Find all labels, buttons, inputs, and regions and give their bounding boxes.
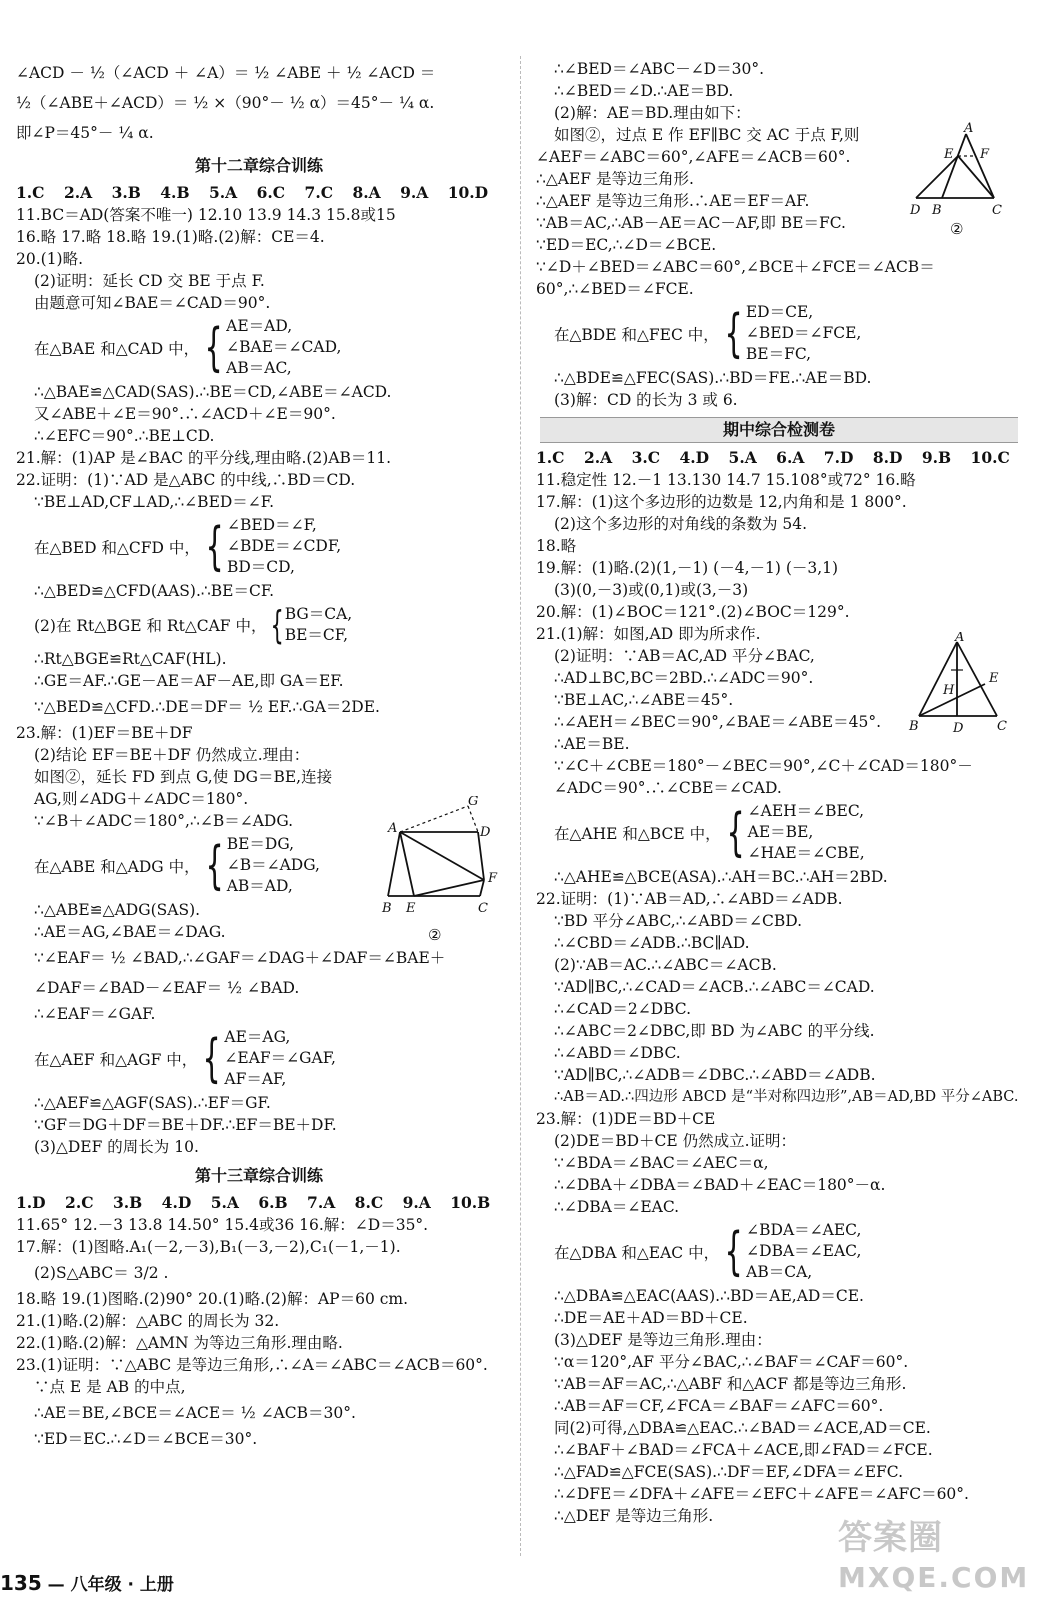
mid-q22: ∵AD∥BC,∴∠ADB＝∠DBC.∴∠ABD＝∠ADB. [554, 1066, 876, 1084]
mid-q22: ∵BD 平分∠ABC,∴∠ABD＝∠CBD. [554, 912, 803, 930]
mid-answer: 8.D [872, 448, 903, 467]
left-brace-icon: { [269, 603, 284, 647]
system-line: AE＝AG, [224, 1028, 291, 1046]
mid-answer: 6.A [776, 448, 805, 467]
mid-q21: 21.(1)解：如图,AD 即为所求作. [536, 625, 761, 643]
mid-q23: (2)DE＝BD＋CE 仍然成立.证明： [554, 1132, 797, 1150]
left-brace-icon: { [205, 516, 224, 577]
ch13-q23-line: ∵ED＝EC.∴∠D＝∠BCE＝30°. [34, 1430, 258, 1448]
mid-answer: 1.C [536, 448, 565, 467]
intro-line-3: 即∠P＝45°－ ¼ α. [16, 124, 154, 142]
system-line: AF＝AF, [224, 1070, 287, 1088]
system-line: ∠BAE＝∠CAD, [226, 338, 342, 356]
mid-q22: ∴AB＝AD.∴四边形 ABCD 是“半对称四边形”,AB＝AD,BD 平分∠ABC. [554, 1089, 1019, 1105]
system-line: ∠HAE＝∠CBE, [747, 844, 865, 862]
mid-q23-post: ∴△DEF 是等边三角形. [554, 1507, 714, 1525]
ch12-answer: 9.A [400, 183, 429, 202]
intro-line-1: ∠ACD － ½（∠ACD ＋ ∠A）＝ ½ ∠ABE ＋ ½ ∠ACD ＝ [16, 64, 436, 82]
midterm-title: 期中综合检测卷 [540, 417, 1018, 443]
mid-q22: ∴∠CAD＝2∠DBC. [554, 1000, 692, 1018]
right-top-line: ∵∠D＋∠BED＝∠ABC＝60°,∠BCE＋∠FCE＝∠ACB＝ [536, 258, 935, 276]
fig-label-a: A [964, 121, 974, 136]
ch12-q23-post: ∵∠EAF＝ ½ ∠BAD,∴∠GAF＝∠DAG＋∠DAF＝∠BAE＋ [34, 949, 446, 967]
mid-q23-post: ∴∠BAF＋∠BAD＝∠FCA＋∠ACE,即∠FAD＝∠FCE. [554, 1441, 933, 1459]
mid-answer-row [536, 447, 1022, 469]
mid-q21: ∴AD⊥BC,BC＝2BD.∴∠ADC＝90°. [554, 669, 814, 687]
mid-q22: ∵AD∥BC,∴∠CAD＝∠ACB.∴∠ABC＝∠CAD. [554, 978, 875, 996]
system-line: ∠BED＝∠F, [226, 516, 317, 534]
ch12-q22-line: ∵BE⊥AD,CF⊥AD,∴∠BED＝∠F. [34, 493, 275, 511]
ch12-q23-line: (2)结论 EF＝BE＋DF 仍然成立.理由： [34, 746, 310, 764]
fig-label-d: D [480, 825, 491, 840]
ch12-q20-post: ∴∠EFC＝90°.∴BE⊥CD. [34, 427, 215, 445]
ch12-q22-system-2 [16, 604, 502, 646]
mid-answer: 10.C [970, 448, 1010, 467]
mid-q22: ∴∠ABC＝2∠DBC,即 BD 为∠ABC 的平分线. [554, 1022, 875, 1040]
footer-grade: 八年级 · 上册 [70, 1575, 174, 1595]
system-lines [226, 316, 341, 379]
mid-q23-post: ∴AB＝AF＝CF,∠FCA＝∠BAF＝∠AFC＝60°. [554, 1397, 884, 1415]
ch12-answer: 8.A [352, 183, 381, 202]
system-intro: 在△ABE 和△ADG 中， [34, 857, 200, 876]
system-line: BD＝CD, [226, 558, 295, 576]
left-column [16, 58, 502, 1450]
system-line: AE＝AD, [226, 317, 293, 335]
mid-q21-system [536, 801, 1022, 864]
mid-q23: ∴∠DBA＝∠EAC. [554, 1198, 680, 1216]
ch12-q21: 21.解：(1)AP 是∠BAC 的平分线,理由略.(2)AB＝11. [16, 449, 392, 467]
ch13-answer: 6.B [258, 1193, 288, 1212]
system-lines [285, 604, 353, 646]
fig-label-d: D [953, 721, 964, 736]
figure-number: ② [950, 220, 964, 238]
system-line: AE＝BE, [747, 823, 814, 841]
fig-label-b: B [382, 901, 392, 916]
ch12-answer-row [16, 182, 502, 204]
right-top-post: ∴△BDE≌△FEC(SAS).∴BD＝FE.∴AE＝BD. [554, 369, 872, 387]
mid-line-20: 20.解：(1)∠BOC＝121°.(2)∠BOC＝129°. [536, 603, 850, 621]
ch12-q23-post: ∴△ABE≌△ADG(SAS). [34, 901, 201, 919]
ch12-q23-line: AG,则∠ADG＋∠ADC＝180°. [34, 790, 249, 808]
ch12-q23-line: 23.解：(1)EF＝BE＋DF [16, 724, 193, 742]
watermark-line-2: MXQE.COM [838, 1561, 1030, 1594]
right-top-line: 60°,∴∠BED＝∠FCE. [536, 280, 694, 298]
page-footer [0, 1570, 174, 1595]
right-top-system [536, 302, 1022, 365]
fig-label-d: D [910, 203, 921, 218]
system-intro: 在△BAE 和△CAD 中， [34, 339, 200, 358]
ch13-answer: 8.C [354, 1193, 384, 1212]
mid-answer: 7.D [823, 448, 854, 467]
chapter-13-title: 第十三章综合训练 [194, 1166, 323, 1185]
system-line: ∠B＝∠ADG, [226, 856, 320, 874]
system-intro: 在△DBA 和△EAC 中， [554, 1243, 720, 1262]
right-column [536, 58, 1022, 1527]
mid-answer: 4.D [679, 448, 710, 467]
mid-line-11: 11.稳定性 12.－1 13.130 14.7 15.108°或72° 16.略 [536, 471, 916, 489]
fig-label-f: F [980, 147, 990, 162]
mid-q23-system [536, 1220, 1022, 1283]
right-top-line: ∠AEF＝∠ABC＝60°,∠AFE＝∠ACB＝60°. [536, 148, 851, 166]
ch12-q20-post: ∴△BAE≌△CAD(SAS).∴BE＝CD,∠ABE＝∠ACD. [34, 383, 392, 401]
ch12-answer: 5.A [208, 183, 238, 202]
quadrilateral-figure [378, 796, 508, 946]
system-line: ∠BED＝∠FCE, [745, 324, 862, 342]
system-line: ED＝CE, [745, 303, 814, 321]
left-brace-icon: { [726, 802, 745, 863]
ch13-answer: 9.A [402, 1193, 431, 1212]
ch12-q23-line: ∵∠B＋∠ADC＝180°,∴∠B＝∠ADG. [34, 812, 294, 830]
mid-line-18: 18.略 [536, 537, 577, 555]
system-lines [227, 515, 341, 578]
mid-q23-post: (3)△DEF 是等边三角形.理由： [554, 1331, 772, 1349]
ch13-line-18: 18.略 19.(1)图略.(2)90° 20.(1)略.(2)解：AP＝60 cm. [16, 1290, 409, 1308]
fig-label-c: C [478, 901, 488, 916]
system-line: AB＝CA, [746, 1263, 813, 1281]
system-line: BE＝FC, [745, 345, 812, 363]
ch13-answer-row [16, 1192, 502, 1214]
mid-q23-post: ∵α＝120°,AF 平分∠BAC,∴∠BAF＝∠CAF＝60°. [554, 1353, 909, 1371]
system-line: AB＝AC, [226, 359, 292, 377]
watermark-logo [838, 1510, 1029, 1594]
right-top-line: ∵AB＝AC,∴AB－AE＝AC－AF,即 BE＝FC. [536, 214, 846, 232]
ch12-line-16: 16.略 17.略 18.略 19.(1)略.(2)解：CE＝4. [16, 228, 325, 246]
ch13-line-11: 11.65° 12.－3 13.8 14.50° 15.4或36 16.解：∠D＝35°. [16, 1216, 429, 1234]
mid-q23-post: 同(2)可得,△DBA≌△EAC.∴∠BAD＝∠ACE,AD＝CE. [554, 1419, 931, 1437]
mid-answer: 3.C [631, 448, 661, 467]
system-lines [224, 1027, 336, 1090]
column-divider [520, 56, 521, 1556]
footer-dash: — [47, 1575, 65, 1595]
system-lines [748, 801, 865, 864]
ch12-q23-post: ∴AE＝AG,∠BAE＝∠DAG. [34, 923, 226, 941]
ch12-answer: 1.C [16, 183, 45, 202]
left-brace-icon: { [724, 303, 743, 364]
mid-answer: 2.A [583, 448, 613, 467]
system-lines [746, 302, 861, 365]
ch12-answer: 7.C [304, 183, 334, 202]
fig-label-h: H [943, 683, 955, 698]
ch13-answer: 5.A [210, 1193, 239, 1212]
mid-q23-post: ∴DE＝AE＋AD＝BD＋CE. [554, 1309, 748, 1327]
watermark-line-1: 答案圈 [838, 1518, 943, 1558]
mid-q21: ∴∠AEH＝∠BEC＝90°,∠BAE＝∠ABE＝45°. [554, 713, 881, 731]
ch13-answer: 1.D [16, 1193, 46, 1212]
ch13-line-17b: (2)S△ABC＝ 3/2 . [34, 1264, 169, 1282]
ch12-q22-line: 22.证明：(1)∵AD 是△ABC 的中线,∴BD＝CD. [16, 471, 356, 489]
mid-q22: ∴∠CBD＝∠ADB.∴BC∥AD. [554, 934, 750, 952]
mid-q21: ∠ADC＝90°.∴∠CBE＝∠CAD. [554, 779, 782, 797]
left-brace-icon: { [205, 835, 224, 896]
mid-q19: (3)(0,－3)或(0,1)或(3,－3) [554, 581, 749, 599]
mid-q21: ∵∠C＋∠CBE＝180°－∠BEC＝90°,∠C＋∠CAD＝180°－ [554, 757, 973, 775]
system-line: ∠BDE＝∠CDF, [226, 537, 342, 555]
system-line: BE＝DG, [226, 835, 295, 853]
intro-line-2: ½（∠ABE＋∠ACD）＝ ½ ×（90°－ ½ α）＝45°－ ¼ α. [16, 94, 435, 112]
ch12-q23-post: ∠DAF＝∠BAD－∠EAF＝ ½ ∠BAD. [34, 979, 300, 997]
ch13-answer: 7.A [307, 1193, 336, 1212]
system-line: ∠AEH＝∠BEC, [747, 802, 865, 820]
ch12-answer: 2.A [63, 183, 93, 202]
ch12-q20-post: 又∠ABE＋∠E＝90°.∴∠ACD＋∠E＝90°. [34, 405, 336, 423]
ch12-q20-line: 20.(1)略. [16, 250, 84, 268]
system-intro: 在△AHE 和△BCE 中， [554, 824, 721, 843]
fig-label-e: E [406, 901, 416, 916]
mid-q21: (2)证明：∵AB＝AC,AD 平分∠BAC, [554, 647, 815, 665]
chapter-12-title: 第十二章综合训练 [194, 156, 323, 175]
right-top-line: ∵ED＝EC,∴∠D＝∠BCE. [536, 236, 717, 254]
mid-q23-post: ∴∠DFE＝∠DFA＋∠AFE＝∠EFC＋∠AFE＝∠AFC＝60°. [554, 1485, 969, 1503]
system-line: ∠DBA＝∠EAC, [746, 1242, 862, 1260]
right-top-line: 如图②，过点 E 作 EF∥BC 交 AC 于点 F,则 [554, 126, 860, 144]
mid-q17: (2)这个多边形的对角线的条数为 54. [554, 515, 808, 533]
ch12-q20-system [16, 316, 502, 379]
right-top-post: (3)解：CD 的长为 3 或 6. [554, 391, 738, 409]
ch12-answer: 6.C [256, 183, 286, 202]
mid-q21: ∴AE＝BE. [554, 735, 630, 753]
mid-q23-post: ∴△FAD≌△FCE(SAS).∴DF＝EF,∠DFA＝∠EFC. [554, 1463, 904, 1481]
system-line: ∠EAF＝∠GAF, [224, 1049, 336, 1067]
fig-label-b: B [932, 203, 942, 218]
ch13-line-21: 21.(1)略.(2)解：△ABC 的周长为 32. [16, 1312, 280, 1330]
ch12-q23-post: ∴∠EAF＝∠GAF. [34, 1005, 156, 1023]
left-brace-icon: { [202, 1028, 221, 1089]
ch13-q23-line: ∴AE＝BE,∠BCE＝∠ACE＝ ½ ∠ACB＝30°. [34, 1404, 356, 1422]
mid-q21-post: ∴△AHE≌△BCE(ASA).∴AH＝BC.∴AH＝2BD. [554, 868, 888, 886]
ch12-q22-system [16, 515, 502, 578]
system-intro: 在△AEF 和△AGF 中， [34, 1050, 198, 1069]
ch12-q23-post: ∴△AEF≌△AGF(SAS).∴EF＝GF. [34, 1094, 271, 1112]
mid-q23: 23.解：(1)DE＝BD＋CE [536, 1110, 716, 1128]
mid-answer: 9.B [921, 448, 952, 467]
fig-label-a: A [388, 821, 398, 836]
ch12-q22-post: ∴GE＝AF.∴GE－AE＝AF－AE,即 GA＝EF. [34, 672, 344, 690]
ch12-answer: 3.B [111, 183, 141, 202]
ch12-q20-line: (2)证明：延长 CD 交 BE 于点 F. [34, 272, 265, 290]
system-lines [746, 1220, 861, 1283]
fig-label-e: E [944, 147, 954, 162]
fig-label-c: C [992, 203, 1002, 218]
fig-label-e: E [989, 671, 999, 686]
right-top-line: ∴△AEF 是等边三角形.∴AE＝EF＝AF. [536, 192, 810, 210]
mid-q23: ∵∠BDA＝∠BAC＝∠AEC＝α, [554, 1154, 769, 1172]
mid-q23: ∴∠DBA＋∠DBA＝∠BAD＋∠EAC＝180°－α. [554, 1176, 886, 1194]
ch12-q20-line: 由题意可知∠BAE＝∠CAD＝90°. [34, 294, 271, 312]
ch12-q22-post: ∴Rt△BGE≌Rt△CAF(HL). [34, 650, 227, 668]
mid-q23-post: ∴△DBA≌△EAC(AAS).∴BD＝AE,AD＝CE. [554, 1287, 864, 1305]
mid-q17: 17.解：(1)这个多边形的边数是 12,内角和是 1 800°. [536, 493, 907, 511]
ch13-answer: 4.D [161, 1193, 192, 1212]
system-intro: (2)在 Rt△BGE 和 Rt△CAF 中， [34, 617, 267, 635]
isosceles-triangle-figure [905, 632, 1030, 742]
fig-label-a: A [955, 632, 965, 645]
right-top-line: ∴∠BED＝∠ABC－∠D＝30°. [554, 60, 765, 78]
mid-answer: 5.A [728, 448, 757, 467]
ch12-q23-post: ∵GF＝DG＋DF＝BE＋DF.∴EF＝BE＋DF. [34, 1116, 337, 1134]
ch13-line-17: 17.解：(1)图略.A₁(－2,－3),B₁(－3,－2),C₁(－1,－1). [16, 1238, 401, 1256]
ch12-q22-post: ∴△BED≌△CFD(AAS).∴BE＝CF. [34, 582, 275, 600]
right-top-line: ∴△AEF 是等边三角形. [536, 170, 694, 188]
left-brace-icon: { [204, 317, 223, 378]
ch12-q22-post: ∵△BED≌△CFD.∴DE＝DF＝ ½ EF.∴GA＝2DE. [34, 698, 380, 716]
mid-q22: ∴∠ABD＝∠DBC. [554, 1044, 681, 1062]
fig-label-c: C [997, 719, 1007, 734]
left-brace-icon: { [724, 1221, 743, 1282]
ch12-q23-system-2 [16, 1027, 502, 1090]
mid-q22: (2)∵AB＝AC.∴∠ABC＝∠ACB. [554, 956, 777, 974]
ch13-answer: 3.B [112, 1193, 143, 1212]
ch12-q23-post: (3)△DEF 的周长为 10. [34, 1138, 199, 1156]
ch13-q23-line: ∵点 E 是 AB 的中点, [34, 1378, 186, 1396]
figure-number: ② [428, 926, 442, 944]
system-line: BE＝CF, [284, 626, 349, 644]
mid-q19: 19.解：(1)略.(2)(1,－1) (－4,－1) (－3,1) [536, 559, 839, 577]
fig-label-f: F [488, 871, 498, 886]
right-top-line: ∴∠BED＝∠D.∴AE＝BD. [554, 82, 734, 100]
system-line: ∠BDA＝∠AEC, [746, 1221, 862, 1239]
system-line: BG＝CA, [284, 605, 353, 623]
triangle-figure-2 [902, 120, 1012, 240]
fig-label-b: B [909, 719, 919, 734]
right-top-line: (2)解：AE＝BD.理由如下： [554, 104, 751, 122]
system-intro: 在△BED 和△CFD 中， [34, 538, 200, 557]
ch13-q23-line: 23.(1)证明：∵△ABC 是等边三角形,∴∠A＝∠ABC＝∠ACB＝60°. [16, 1356, 488, 1374]
mid-q23-post: ∵AB＝AF＝AC,∴△ABF 和△ACF 都是等边三角形. [554, 1375, 907, 1393]
mid-q21: ∵BE⊥AC,∴∠ABE＝45°. [554, 691, 734, 709]
fig-label-g: G [468, 796, 479, 809]
system-intro: 在△BDE 和△FEC 中， [554, 325, 719, 344]
system-lines [227, 834, 320, 897]
ch12-answer: 4.B [160, 183, 190, 202]
ch13-answer: 10.B [450, 1193, 491, 1212]
ch13-line-22: 22.(1)略.(2)解：△AMN 为等边三角形.理由略. [16, 1334, 343, 1352]
mid-q22: 22.证明：(1)∵AB＝AD,∴∠ABD＝∠ADB. [536, 890, 843, 908]
ch12-line-11: 11.BC＝AD(答案不唯一) 12.10 13.9 14.3 15.8或15 [16, 206, 396, 224]
ch12-answer: 10.D [447, 183, 489, 202]
system-line: AB＝AD, [226, 877, 293, 895]
ch12-q23-line: 如图②，延长 FD 到点 G,使 DG＝BE,连接 [34, 768, 333, 786]
page-number: 135 [0, 1571, 42, 1595]
ch13-answer: 2.C [65, 1193, 94, 1212]
